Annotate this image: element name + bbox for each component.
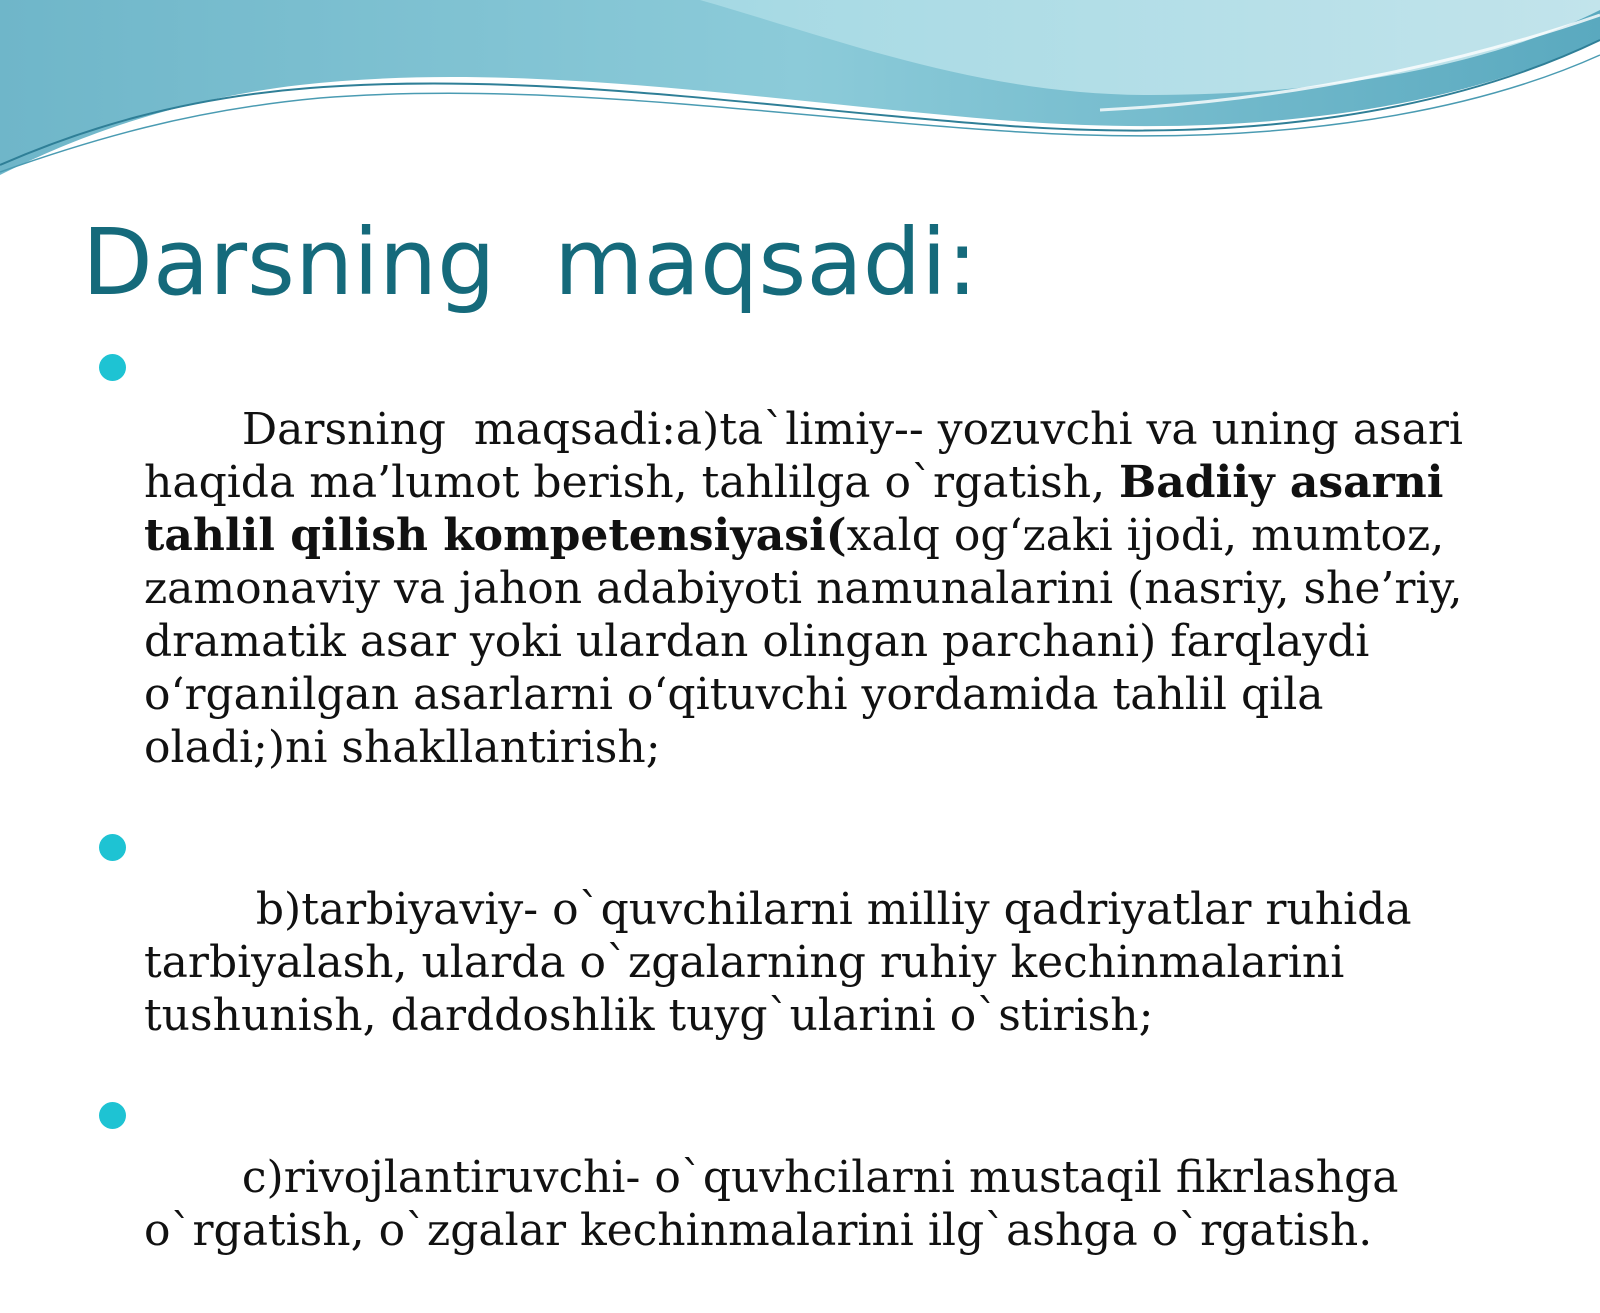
slide-title: Darsning maqsadi: [82,209,978,316]
bullet-text-1-bold: Badiiy asarni tahlil qilish kompetensiyasi( [144,457,1459,561]
bullet-text-1: Darsning maqsadi:a)ta`limiy-- yozuvchi va uning asari haqida ma’lumot berish, tahlilga o`rgatish, [144,404,1477,508]
bullet-list [0,350,1600,1313]
bullet-dot-icon [99,1102,126,1129]
bullet-text-3: c)rivojlantiruvchi- o`quvhcilarni mustaqil fikrlashga o`rgatish, o`zgalar kechinmalarini ilg`ashga o`rgatish. [144,1152,1413,1256]
bullet-dot-icon [99,834,126,861]
bullet-item-rivojlantiruvchi [0,1098,1600,1310]
decorative-wave-banner [0,0,1600,200]
bullet-item-talimiy [0,350,1600,827]
bullet-dot-icon [99,354,126,381]
bullet-text-2: b)tarbiyaviy- o`quvchilarni milliy qadriyatlar ruhida tarbiyalash, ularda o`zgalarning ruhiy kechinmalarini tushunish, darddoshlik tuyg`ularini o`stirish; [144,884,1426,1041]
bullet-text-1-rest: xalq og‘zaki ijodi, mumtoz, zamonaviy va jahon adabiyoti namunalarini (nasriy, she’riy, dramatik asar yoki ulardan olingan parchani) farqlaydi o‘rganilgan asarlarni o‘qituvchi yordamida tahlil qila oladi;)ni shakllantirish; [144,510,1477,773]
bullet-item-tarbiyaviy [0,830,1600,1095]
